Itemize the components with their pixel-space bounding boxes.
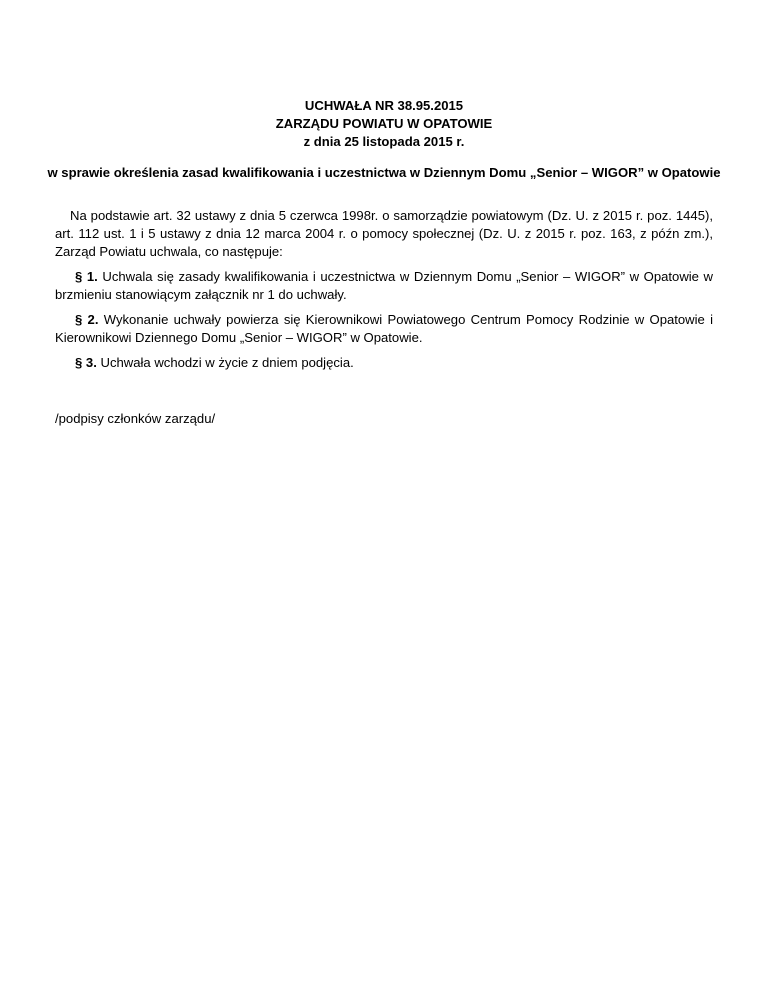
paragraph-1-text: Uchwala się zasady kwalifikowania i uczestnictwa w Dziennym Domu „Senior – WIGOR” w Opatowie w brzmieniu stanowiącym załącznik nr 1 do uchwały. <box>55 269 714 302</box>
resolution-number: UCHWAŁA NR 38.95.2015 <box>304 98 464 113</box>
paragraph-2-number: § 2. <box>75 312 99 327</box>
resolution-date: z dnia 25 listopada 2015 r. <box>303 134 465 149</box>
resolution-subject: w sprawie określenia zasad kwalifikowania i uczestnictwa w Dziennym Domu „Senior – WIGOR” w Opatowie <box>47 165 721 180</box>
paragraph-3-text: Uchwała wchodzi w życie z dniem podjęcia. <box>96 355 354 370</box>
paragraph-3-number: § 3. <box>75 355 97 370</box>
paragraph-2 <box>55 311 713 347</box>
resolution-body <box>55 207 713 372</box>
board-signatures: /podpisy członków zarządu/ <box>55 411 216 426</box>
legal-basis-preamble: Na podstawie art. 32 ustawy z dnia 5 czerwca 1998r. o samorządzie powiatowym (Dz. U. z 2015 r. poz. 1445), art. 112 ust. 1 i 5 ustawy z dnia 12 marca 2004 r. o pomocy społecznej (Dz. U. z 2015 r. poz. 163, z późn zm.), Zarząd Powiatu uchwala, co następuje: <box>55 208 713 259</box>
paragraph-1 <box>55 268 713 304</box>
paragraph-1-number: § 1. <box>75 269 98 284</box>
paragraph-3 <box>55 354 713 372</box>
resolution-header <box>0 97 768 151</box>
issuing-body: ZARZĄDU POWIATU W OPATOWIE <box>275 116 493 131</box>
paragraph-2-text: Wykonanie uchwały powierza się Kierownikowi Powiatowego Centrum Pomocy Rodzinie w Opatowie i Kierownikowi Dziennego Domu „Senior – WIGOR” w Opatowie. <box>55 312 713 345</box>
